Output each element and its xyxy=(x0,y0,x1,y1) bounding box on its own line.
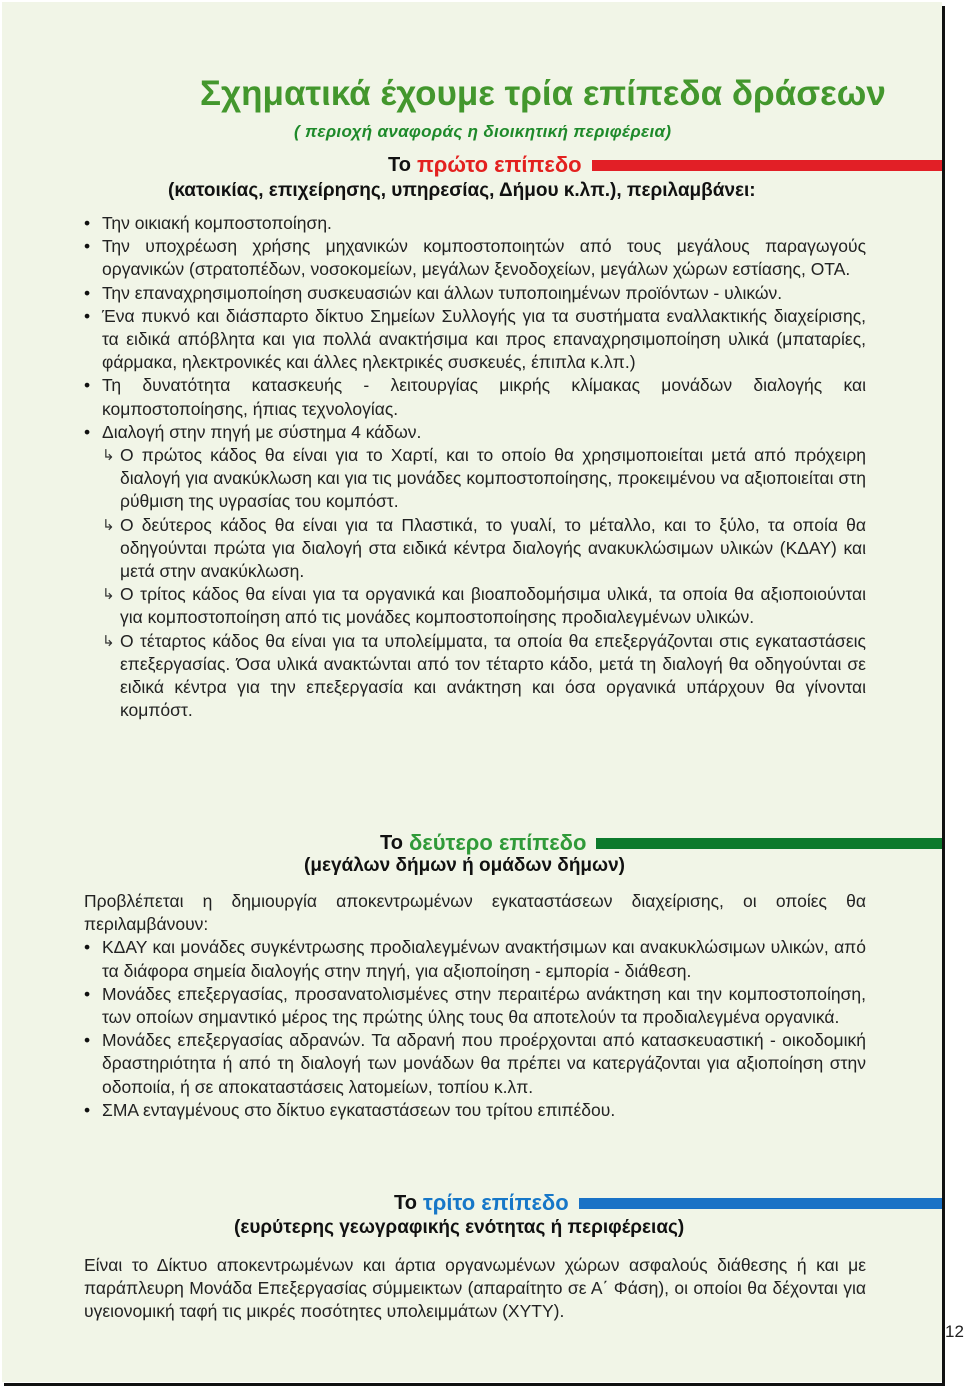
bin-item xyxy=(84,630,866,723)
list-item: • Διαλογή στην πηγή με σύστημα 4 κάδων. xyxy=(84,421,866,444)
document-subtitle: ( περιοχή αναφοράς η διοικητική περιφέρεια) xyxy=(294,122,672,141)
list-item: • ΣΜΑ ενταγμένους στο δίκτυο εγκαταστάσεων του τρίτου επιπέδου. xyxy=(84,1099,866,1122)
level-2-intro: Προβλέπεται η δημιουργία αποκεντρωμένων εγκαταστάσεων διαχείρισης, οι οποίες θα περιλαμβάνουν: xyxy=(84,891,866,935)
level-2-list xyxy=(84,890,866,1122)
level-2-heading xyxy=(380,830,944,856)
level-3-heading xyxy=(394,1190,944,1216)
document-title: Σχηματικά έχουμε τρία επίπεδα δράσεων xyxy=(200,74,886,113)
hook-arrow-icon: ↳ xyxy=(102,447,115,465)
level-2-name: δεύτερο επίπεδο xyxy=(408,830,587,855)
level-3-text: Είναι το Δίκτυο αποκεντρωμένων και άρτια οργανωμένων χώρων ασφαλούς διάθεσης ή και με παράπλευρη Μονάδα Επεξεργασίας σύμμεικτων (απαραίτητο σε Α΄ Φάση), οι οποίοι θα δέχονται για υγειονομική ταφή τις μικρές ποσότητες υπολειμμάτων (ΧΥΤΥ). xyxy=(84,1255,866,1322)
hook-arrow-icon: ↳ xyxy=(102,632,115,650)
list-item: • Την επαναχρησιμοποίηση συσκευασιών και άλλων τυποποιημένων προϊόντων - υλικών. xyxy=(84,282,866,305)
level-3-prefix: Το xyxy=(394,1191,417,1214)
bin-item xyxy=(84,444,866,514)
list-item: • ΚΔΑΥ και μονάδες συγκέντρωσης προδιαλεγμένων ανακτήσιμων και ανακυκλώσιμων υλικών, από τα διάφορα σημεία διαλογής στην πηγή, για αξιοποίηση - εμπορία - διάθεση. xyxy=(84,936,866,982)
bin-text: Ο δεύτερος κάδος θα είναι για τα Πλαστικά, το γυαλί, το μέταλλο, και το ξύλο, τα οποία θα οδηγούνται πρώτα για διαλογή στα ειδικά κέντρα διαλογής ανακυκλώσιμων υλικών (ΚΔΑΥ) και μετά στην ανακύκλωση. xyxy=(120,514,866,582)
list-item: • Μονάδες επεξεργασίας, προσανατολισμένες στην περαιτέρω ανάκτηση και την κομποστοποίηση, των οποίων σημαντικό μέρος της πρώτης ύλης τους θα αποτελούν τα προδιαλεγμένα οργανικά. xyxy=(84,983,866,1029)
level-1-description: (κατοικίας, επιχείρησης, υπηρεσίας, Δήμου κ.λπ.), περιλαμβάνει: xyxy=(168,180,756,201)
list-item: • Την οικιακή κομποστοποίηση. xyxy=(84,212,866,235)
list-item: • Την υποχρέωση χρήσης μηχανικών κομποστοποιητών από τους μεγάλους παραγωγούς οργανικών (στρατοπέδων, νοσοκομείων, μεγάλων ξενοδοχείων, μεγάλων χώρων εστίασης, ΟΤΑ. xyxy=(84,235,866,281)
level-3-name: τρίτο επίπεδο xyxy=(422,1190,569,1215)
level-2-prefix: Το xyxy=(380,831,403,854)
page-frame-bottom-edge xyxy=(4,1383,945,1386)
page-frame-right-edge xyxy=(942,6,945,1386)
hook-arrow-icon: ↳ xyxy=(102,586,115,604)
list-item: • Ένα πυκνό και διάσπαρτο δίκτυο Σημείων Συλλογής για τα συστήματα εναλλακτικής διαχείρισης, τα ειδικά απόβλητα και για πολλά ανακτήσιμα και προς επαναχρησιμοποίηση υλικά (μπαταρίες, φάρμακα, ηλεκτρονικές και άλλες ηλεκτρικές συσκευές, έπιπλα κ.λπ.) xyxy=(84,305,866,375)
level-1-color-bar xyxy=(592,160,944,171)
hook-arrow-icon: ↳ xyxy=(102,516,115,534)
bin-text: Ο πρώτος κάδος θα είναι για το Χαρτί, και το οποίο θα χρησιμοποιείται μετά από πρόχειρη διαλογή για ανακύκλωση και για τις μονάδες κομποστοποίησης, προκειμένου να αξιοποιείται στη ρύθμιση της υγρασίας του κομπόστ. xyxy=(120,445,866,512)
bin-item xyxy=(84,583,866,629)
bin-text: Ο τέταρτος κάδος θα είναι για τα υπολείμματα, τα οποία θα επεξεργάζονται στις εγκαταστάσεις επεξεργασίας. Όσα υλικά ανακτώνται από τον τέταρτο κάδο, μετά τη διαλογή θα οδηγούνται σε ειδικά κέντρα για την επεξεργασία και ανάκτηση και όσα οργανικά υπάρχουν θα γίνονται κομπόστ. xyxy=(120,630,866,721)
bin-text: Ο τρίτος κάδος θα είναι για τα οργανικά και βιοαποδομήσιμα υλικά, τα οποία θα αξιοποιούνται για κομποστοποίηση από τις μονάδες κομποστοποίησης προδιαλεγμένων υλικών. xyxy=(120,584,866,628)
level-1-list xyxy=(84,212,866,722)
level-2-description: (μεγάλων δήμων ή ομάδων δήμων) xyxy=(304,855,626,876)
level-1-prefix: Το xyxy=(388,153,411,176)
level-3-description: (ευρύτερης γεωγραφικής ενότητας ή περιφέρειας) xyxy=(234,1217,685,1238)
level-2-color-bar xyxy=(596,838,944,849)
level-3-color-bar xyxy=(579,1198,944,1209)
bin-item xyxy=(84,514,866,584)
page-number: 12 xyxy=(945,1322,964,1341)
document-page xyxy=(2,2,942,1382)
level-3-body xyxy=(84,1254,866,1324)
level-1-heading xyxy=(388,152,944,178)
list-item: • Μονάδες επεξεργασίας αδρανών. Τα αδρανή που προέρχονται από κατασκευαστική - οικοδομική δραστηριότητα ή από τη διαλογή των μονάδων θα πρέπει να κατεργάζονται για αξιοποίηση στην οδοποιία, ή σε αποκαταστάσεις λατομείων, τοπίου κ.λπ. xyxy=(84,1029,866,1099)
level-1-name: πρώτο επίπεδο xyxy=(416,152,582,177)
list-item: • Τη δυνατότητα κατασκευής - λειτουργίας μικρής κλίμακας μονάδων διαλογής και κομποστοποίησης, ήπιας τεχνολογίας. xyxy=(84,374,866,420)
